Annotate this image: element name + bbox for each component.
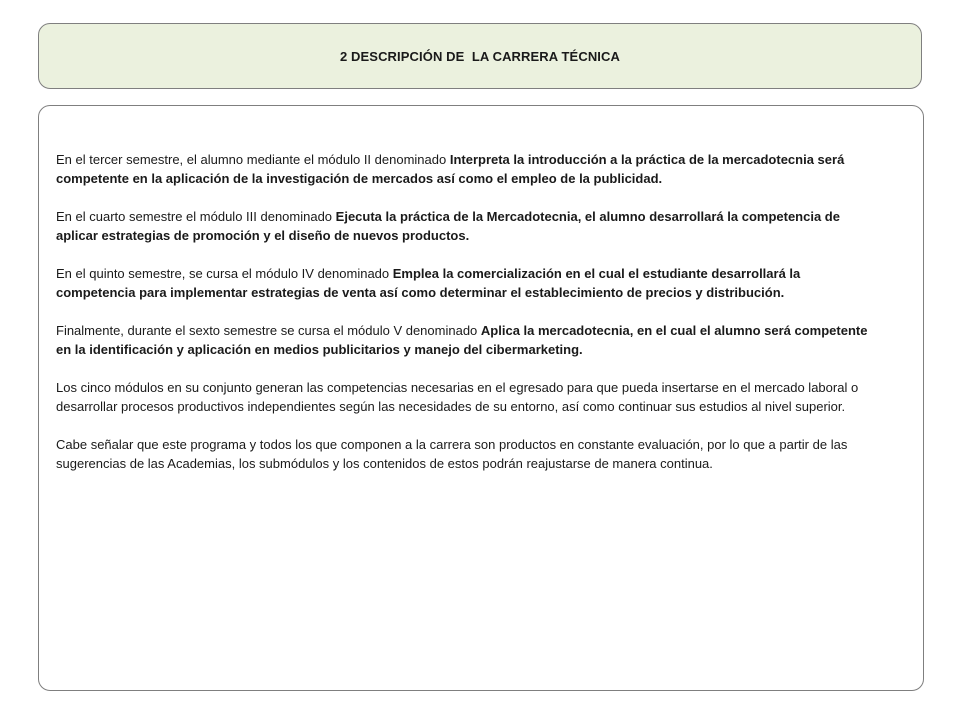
content-body [56,150,876,492]
section-title: 2 DESCRIPCIÓN DE LA CARRERA TÉCNICA [340,48,620,64]
paragraph-module-name: Aplica la mercadotecnia, en el cual el alumno será competente en la identificación y aplicación en medios publicitarios y manejo del cibermarketing. [56,323,868,357]
paragraph-fourth-semester [56,207,876,245]
paragraph-modules-summary [56,378,876,416]
paragraph-text: Los cinco módulos en su conjunto generan las competencias necesarias en el egresado para que pueda insertarse en el mercado laboral o desarrollar procesos productivos independientes según las necesidades de su entorno, así como continuar sus estudios al nivel superior. [56,380,859,414]
paragraph-module-name: Ejecuta la práctica de la Mercadotecnia, el alumno desarrollará la competencia de aplicar estrategias de promoción y el diseño de nuevos productos. [56,209,840,243]
content-panel [38,105,924,691]
paragraph-text: En el quinto semestre, se cursa el módulo IV denominado [56,266,393,281]
paragraph-sixth-semester [56,321,876,359]
paragraph-text: Finalmente, durante el sexto semestre se cursa el módulo V denominado [56,323,481,338]
paragraph-fifth-semester [56,264,876,302]
paragraph-evaluation-note [56,435,876,473]
paragraph-third-semester [56,150,876,188]
paragraph-module-name: Interpreta la introducción a la práctica de la mercadotecnia será competente en la aplicación de la investigación de mercados así como el empleo de la publicidad. [56,152,845,186]
paragraph-text: En el cuarto semestre el módulo III denominado [56,209,336,224]
paragraph-module-name: Emplea la comercialización en el cual el estudiante desarrollará la competencia para implementar estrategias de venta así como determinar el establecimiento de precios y distribución. [56,266,801,300]
paragraph-text: En el tercer semestre, el alumno mediante el módulo II denominado [56,152,450,167]
paragraph-text: Cabe señalar que este programa y todos los que componen a la carrera son productos en constante evaluación, por lo que a partir de las sugerencias de las Academias, los submódulos y los contenidos de estos podrán reajustarse de manera continua. [56,437,848,471]
section-title-box [38,23,922,89]
